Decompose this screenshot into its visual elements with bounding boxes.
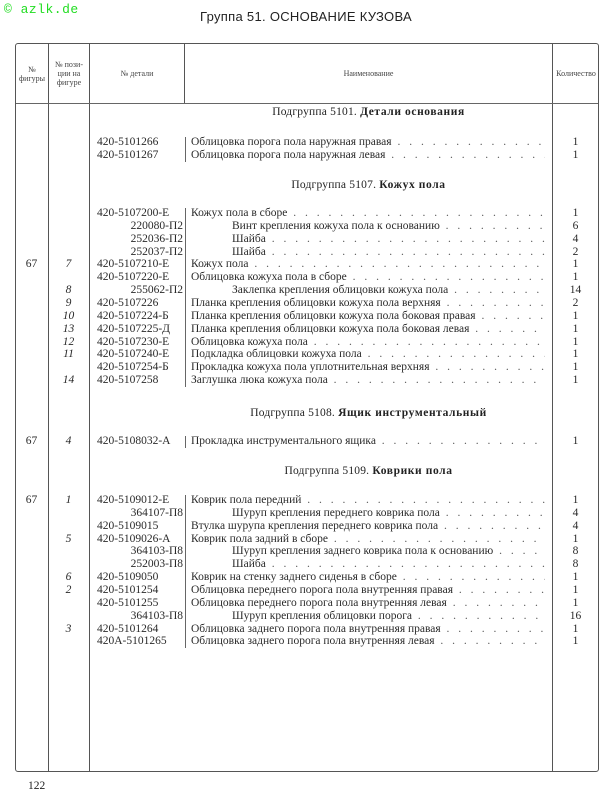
- quantity: 1: [572, 494, 579, 506]
- position-number: 12: [62, 335, 75, 348]
- table-row: [15, 584, 599, 597]
- quantity: 1: [572, 207, 579, 219]
- part-name: Шуруп крепления заднего коврика пола к основанию . . .: [232, 545, 545, 558]
- table-row: [15, 374, 599, 387]
- table-row: [15, 336, 599, 349]
- table-row: [15, 545, 599, 558]
- part-number: 420-5107200-Е: [97, 207, 170, 219]
- table-row: [15, 220, 599, 233]
- part-number: 420-5107254-Б: [97, 361, 169, 374]
- part-name: Заглушка люка кожуха пола . . .: [191, 374, 545, 387]
- subgroup-heading: [185, 465, 552, 477]
- table-row: [15, 136, 599, 149]
- table-row: [15, 435, 599, 448]
- quantity: 1: [572, 348, 579, 361]
- quantity: 14: [569, 284, 582, 297]
- part-number: 420-5101266: [97, 136, 159, 148]
- quantity: 1: [572, 596, 579, 609]
- position-number: 6: [65, 571, 72, 584]
- part-number: 420-5101267: [97, 148, 159, 161]
- table-row: [15, 558, 599, 571]
- position-number: 3: [65, 622, 72, 635]
- table-row: [15, 323, 599, 336]
- part-name: Заклепка крепления облицовки кожуха пола . . .: [232, 284, 545, 297]
- position-number: 4: [65, 435, 72, 447]
- part-name: Облицовка переднего порога пола внутренняя правая . . .: [191, 584, 545, 597]
- part-number: 364103-П8: [130, 545, 183, 558]
- table-row: [15, 635, 599, 648]
- part-name: Облицовка кожуха пола . . .: [191, 336, 545, 349]
- quantity: 1: [572, 271, 579, 284]
- table-row: [15, 597, 599, 610]
- part-number: 420-5107240-Е: [97, 348, 170, 361]
- figure-number: 67: [25, 435, 38, 447]
- quantity: 1: [572, 258, 579, 271]
- header-divider: [16, 103, 598, 104]
- subgroup-name: Ящик инструментальный: [338, 407, 487, 419]
- header-quantity: [553, 44, 599, 103]
- position-number: 5: [65, 532, 72, 545]
- part-number: 252036-П2: [130, 232, 183, 245]
- part-number: 364107-П8: [130, 506, 183, 519]
- position-number: 2: [65, 583, 72, 596]
- part-name: Коврик пола задний в сборе . . .: [191, 533, 545, 546]
- subgroup-prefix: Подгруппа 5109.: [284, 465, 370, 477]
- quantity: 1: [572, 361, 579, 374]
- quantity: 1: [572, 435, 579, 447]
- subgroup-prefix: Подгруппа 5101.: [272, 106, 357, 118]
- part-number: 220080-П2: [130, 219, 183, 232]
- part-number: 420А-5101265: [97, 635, 167, 648]
- quantity: 16: [569, 609, 582, 622]
- part-number: 255062-П2: [130, 284, 183, 297]
- table-row: [15, 246, 599, 259]
- part-number: 420-5107226: [97, 296, 159, 309]
- quantity: 1: [572, 532, 579, 545]
- part-name: Облицовка порога пола наружная правая . . .: [191, 136, 545, 149]
- part-name: Коврик пола передний . . .: [191, 494, 545, 507]
- part-name: Втулка шурупа крепления переднего коврика пола . . .: [191, 520, 545, 533]
- quantity: 4: [572, 232, 579, 245]
- header-figure-label: № фигуры: [18, 64, 46, 83]
- part-number: 420-5107224-Б: [97, 309, 169, 322]
- subgroup-prefix: Подгруппа 5107.: [291, 179, 377, 191]
- part-number: 420-5107225-Д: [97, 322, 171, 335]
- part-name: Шайба . . .: [232, 558, 545, 571]
- quantity: 2: [572, 296, 579, 309]
- part-name: Шайба . . .: [232, 246, 545, 259]
- part-number: 420-5101264: [97, 622, 159, 635]
- quantity: 8: [572, 545, 579, 558]
- part-number: 252003-П8: [130, 558, 183, 571]
- part-number: 252037-П2: [130, 245, 183, 258]
- table-row: [15, 297, 599, 310]
- subgroup-name: Детали основания: [360, 106, 465, 118]
- quantity: 2: [572, 245, 579, 258]
- part-number: 420-5109015: [97, 519, 159, 532]
- position-number: 10: [62, 309, 75, 322]
- figure-number: 67: [25, 494, 38, 506]
- quantity: 1: [572, 309, 579, 322]
- position-number: 9: [65, 296, 72, 309]
- part-name: Планка крепления облицовки кожуха пола боковая левая . . .: [191, 323, 545, 336]
- quantity: 6: [572, 219, 579, 232]
- part-number: 420-5101254: [97, 583, 159, 596]
- subgroup-name: Кожух пола: [379, 179, 446, 191]
- table-row: [15, 271, 599, 284]
- part-number: 420-5109012-Е: [97, 494, 170, 506]
- position-number: 14: [62, 374, 75, 387]
- part-name: Шуруп крепления облицовки порога . . .: [232, 610, 545, 623]
- table-row: [15, 207, 599, 220]
- part-name: Кожух пола в сборе . . .: [191, 207, 545, 220]
- part-name: Облицовка кожуха пола в сборе . . .: [191, 271, 545, 284]
- subgroup-name: Коврики пола: [372, 465, 453, 477]
- subgroup-heading: [185, 407, 552, 419]
- table-row: [15, 610, 599, 623]
- part-name: Коврик на стенку заднего сиденья в сборе . . .: [191, 571, 545, 584]
- table-row: [15, 348, 599, 361]
- part-number: 364103-П8: [130, 609, 183, 622]
- subgroup-heading: [185, 106, 552, 118]
- table-row: [15, 284, 599, 297]
- part-name: Облицовка заднего порога пола внутренняя левая . . .: [191, 635, 545, 648]
- quantity: 1: [572, 322, 579, 335]
- part-number: 420-5107220-Е: [97, 271, 170, 284]
- table-row: [15, 494, 599, 507]
- part-name: Подкладка облицовки кожуха пола . . .: [191, 348, 545, 361]
- quantity: 1: [572, 148, 579, 161]
- part-name: Прокладка кожуха пола уплотнительная верхняя . . .: [191, 361, 545, 374]
- table-row: [15, 310, 599, 323]
- quantity: 4: [572, 506, 579, 519]
- position-number: 13: [62, 322, 75, 335]
- subgroup-heading: [185, 179, 552, 191]
- part-number: 420-5101255: [97, 596, 159, 609]
- watermark: © azlk.de: [4, 2, 79, 17]
- part-name: Винт крепления кожуха пола к основанию . . .: [232, 220, 545, 233]
- quantity: 8: [572, 558, 579, 571]
- position-number: 11: [63, 348, 74, 361]
- part-number: 420-5107258: [97, 374, 159, 387]
- part-name: Прокладка инструментального ящика . . .: [191, 435, 545, 448]
- table-row: [15, 233, 599, 246]
- page-title: Группа 51. ОСНОВАНИЕ КУЗОВА: [200, 9, 412, 24]
- header-position: [49, 44, 89, 103]
- figure-number: 67: [25, 258, 38, 271]
- header-name: [185, 44, 552, 103]
- quantity: 1: [572, 635, 579, 648]
- part-number: 420-5107210-Е: [97, 258, 170, 271]
- position-number: 8: [65, 284, 72, 297]
- part-number: 420-5108032-А: [97, 435, 171, 447]
- table-row: [15, 533, 599, 546]
- header-part-number: [90, 44, 184, 103]
- page-number: 122: [28, 780, 46, 792]
- quantity: 1: [572, 571, 579, 584]
- part-name: Планка крепления облицовки кожуха пола боковая правая . . .: [191, 310, 545, 323]
- position-number: 1: [65, 494, 72, 506]
- quantity: 1: [572, 583, 579, 596]
- header-figure: [16, 44, 48, 103]
- part-name: Шайба . . .: [232, 233, 545, 246]
- table-row: [15, 520, 599, 533]
- quantity: 1: [572, 622, 579, 635]
- quantity: 4: [572, 519, 579, 532]
- quantity: 1: [572, 335, 579, 348]
- quantity: 1: [572, 136, 579, 148]
- header-part-number-label: № детали: [120, 69, 154, 78]
- table-row: [15, 507, 599, 520]
- header-position-label: № пози- ции на фигуре: [54, 60, 84, 87]
- part-name: Планка крепления облицовки кожуха пола верхняя . . .: [191, 297, 545, 310]
- table-row: [15, 361, 599, 374]
- table-row: [15, 571, 599, 584]
- table-row: [15, 258, 599, 271]
- table-row: [15, 623, 599, 636]
- part-number: 420-5109050: [97, 571, 159, 584]
- part-number: 420-5107230-Е: [97, 335, 170, 348]
- part-name: Облицовка переднего порога пола внутренняя левая . . .: [191, 597, 545, 610]
- header-name-label: Наименование: [343, 69, 394, 78]
- header-quantity-label: Количество: [556, 69, 596, 78]
- part-number: 420-5109026-А: [97, 532, 171, 545]
- part-name: Шуруп крепления переднего коврика пола . . .: [232, 507, 545, 520]
- table-row: [15, 149, 599, 162]
- part-name: Облицовка порога пола наружная левая . . .: [191, 149, 545, 162]
- position-number: 7: [65, 258, 72, 271]
- subgroup-prefix: Подгруппа 5108.: [250, 407, 336, 419]
- part-name: Облицовка заднего порога пола внутренняя правая . . .: [191, 623, 545, 636]
- quantity: 1: [572, 374, 579, 387]
- part-name: Кожух пола . . .: [191, 258, 545, 271]
